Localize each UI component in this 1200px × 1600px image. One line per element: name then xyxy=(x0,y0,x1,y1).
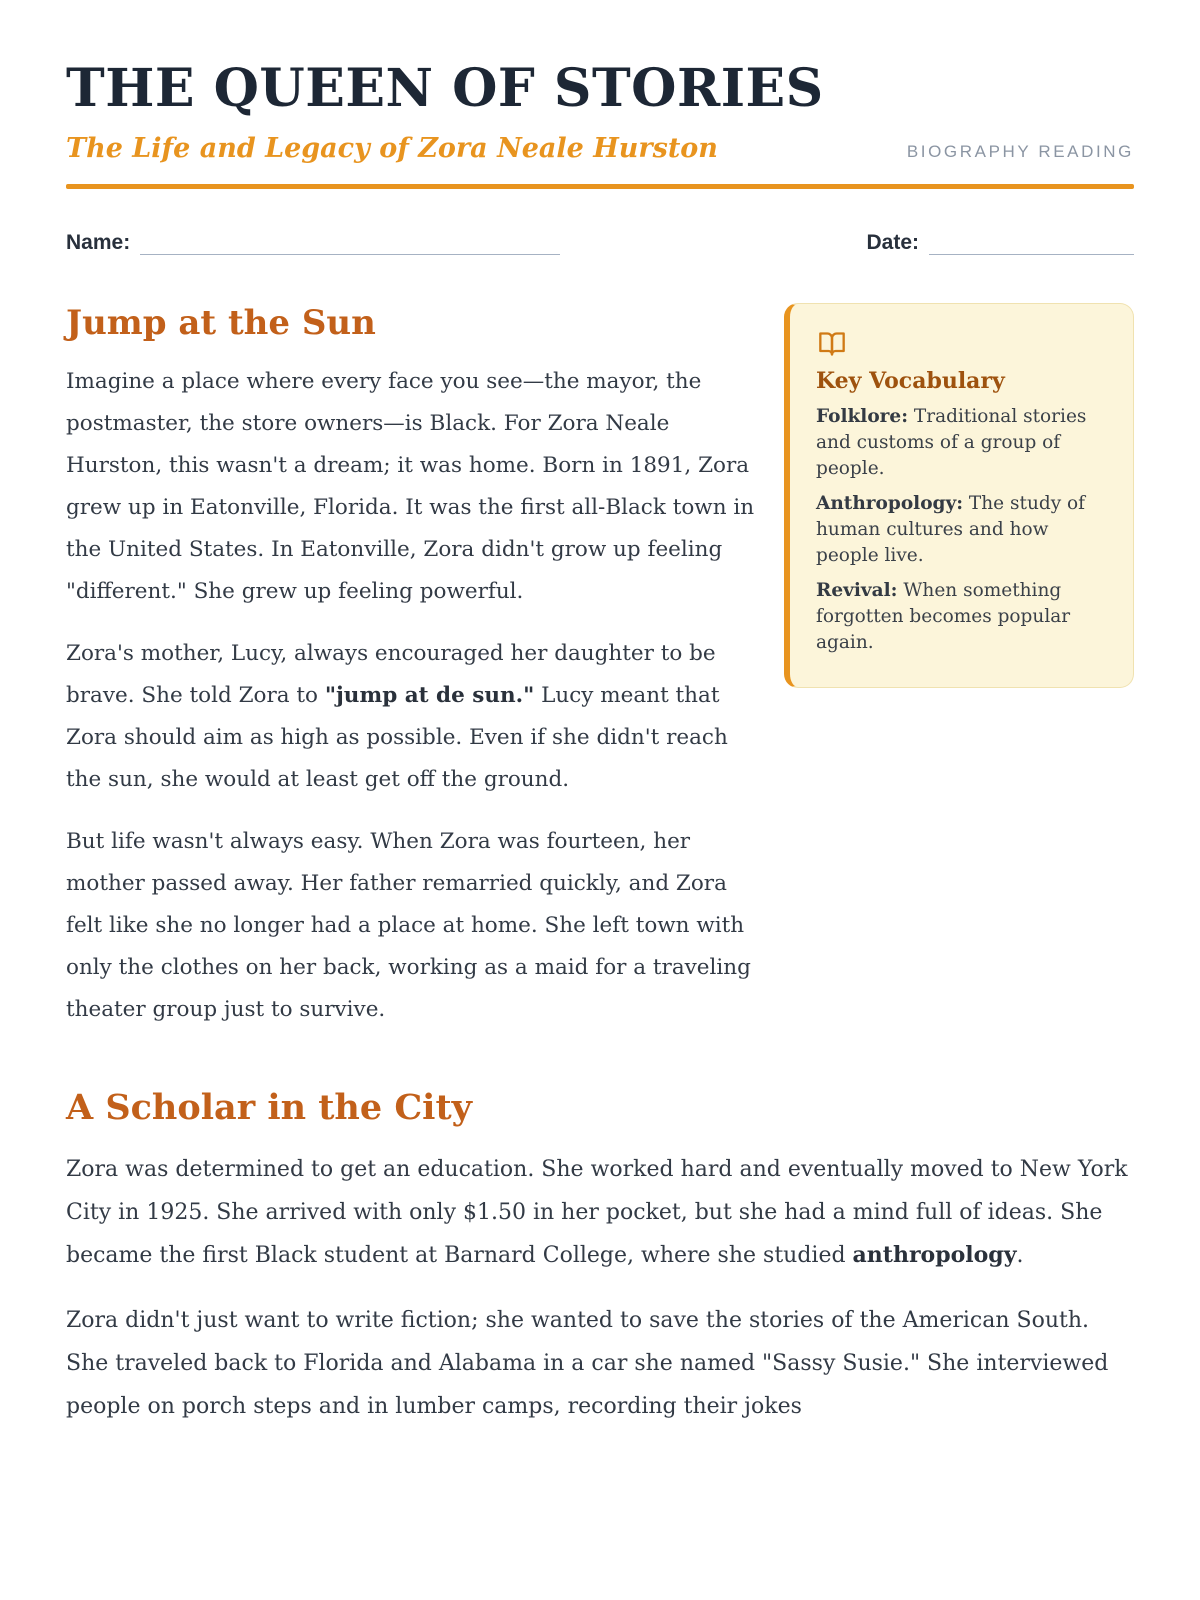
bold-phrase: anthropology xyxy=(852,1241,1017,1268)
paragraph-text: Lucy meant that Zora should aim as high as possible. Even if she didn't reach the sun, she would at least get off the ground. xyxy=(66,682,728,792)
key-vocabulary-box xyxy=(784,303,1134,688)
paragraph: But life wasn't always easy. When Zora was fourteen, her mother passed away. Her father remarried quickly, and Zora felt like she no longer had a place at home. She left town with only the clothes on her back, working as a maid for a traveling theater group just to survive. xyxy=(66,828,751,1022)
main-content xyxy=(66,303,1134,1051)
vocab-heading: Key Vocabulary xyxy=(816,367,1005,394)
name-field-group xyxy=(66,231,560,255)
paragraph xyxy=(66,633,760,801)
scholar-in-the-city-section xyxy=(66,1087,1134,1428)
section-heading-scholar-in-the-city: A Scholar in the City xyxy=(66,1086,472,1128)
paragraph: Imagine a place where every face you see—the mayor, the postmaster, the store owners—is Black. For Zora Neale Hurston, this wasn't a dream; it was home. Born in 1891, Zora grew up in Eatonville, Florida. It was the first all-Black town in the United States. In Eatonville, Zora didn't grow up feeling "different." She grew up feeling powerful. xyxy=(66,368,755,604)
paragraph xyxy=(66,1148,1134,1277)
name-date-row xyxy=(66,231,1134,255)
paragraph: Zora didn't just want to write fiction; she wanted to save the stories of the American South. She traveled back to Florida and Alabama in a car she named "Sassy Susie." She interviewed people on porch steps and in lumber camps, recording their jokes xyxy=(66,1307,1109,1419)
vocab-item-folklore xyxy=(816,404,1105,482)
accent-divider xyxy=(66,184,1134,189)
date-label: Date: xyxy=(866,230,919,254)
paragraph-text: . xyxy=(1016,1242,1024,1268)
vocab-term: Anthropology: xyxy=(816,492,964,514)
vocab-item-revival xyxy=(816,578,1105,656)
vocab-definition: When something forgotten becomes popular again. xyxy=(816,579,1071,653)
bold-phrase: "jump at de sun." xyxy=(324,682,535,708)
page-title: THE QUEEN OF STORIES xyxy=(66,58,824,119)
header xyxy=(66,58,1134,189)
date-field-group xyxy=(866,231,1134,255)
section-heading-jump-at-the-sun: Jump at the Sun xyxy=(66,302,376,343)
book-open-icon xyxy=(816,330,1105,358)
vocab-definition: The study of human cultures and how people live. xyxy=(816,492,1086,566)
paragraph-text: Zora's mother, Lucy, always encouraged her daughter to be brave. She told Zora to xyxy=(66,640,716,708)
vocab-term: Folklore: xyxy=(816,405,909,427)
article-column xyxy=(66,303,760,1051)
date-write-line xyxy=(929,232,1134,255)
vocab-definition: Traditional stories and customs of a group of people. xyxy=(816,405,1087,479)
paragraph-text: Zora was determined to get an education. She worked hard and eventually moved to New York City in 1925. She arrived with only $1.50 in her pocket, but she had a mind full of ideas. She became the first Black student at Barnard College, where she studied xyxy=(66,1156,1128,1268)
name-label: Name: xyxy=(66,230,131,254)
subtitle-row xyxy=(66,133,1134,164)
vocab-item-anthropology xyxy=(816,491,1105,569)
worksheet-type-tag: BIOGRAPHY READING xyxy=(906,141,1134,161)
page-subtitle: The Life and Legacy of Zora Neale Hurston xyxy=(66,132,718,164)
vocab-term: Revival: xyxy=(816,579,898,601)
name-write-line xyxy=(140,232,560,255)
